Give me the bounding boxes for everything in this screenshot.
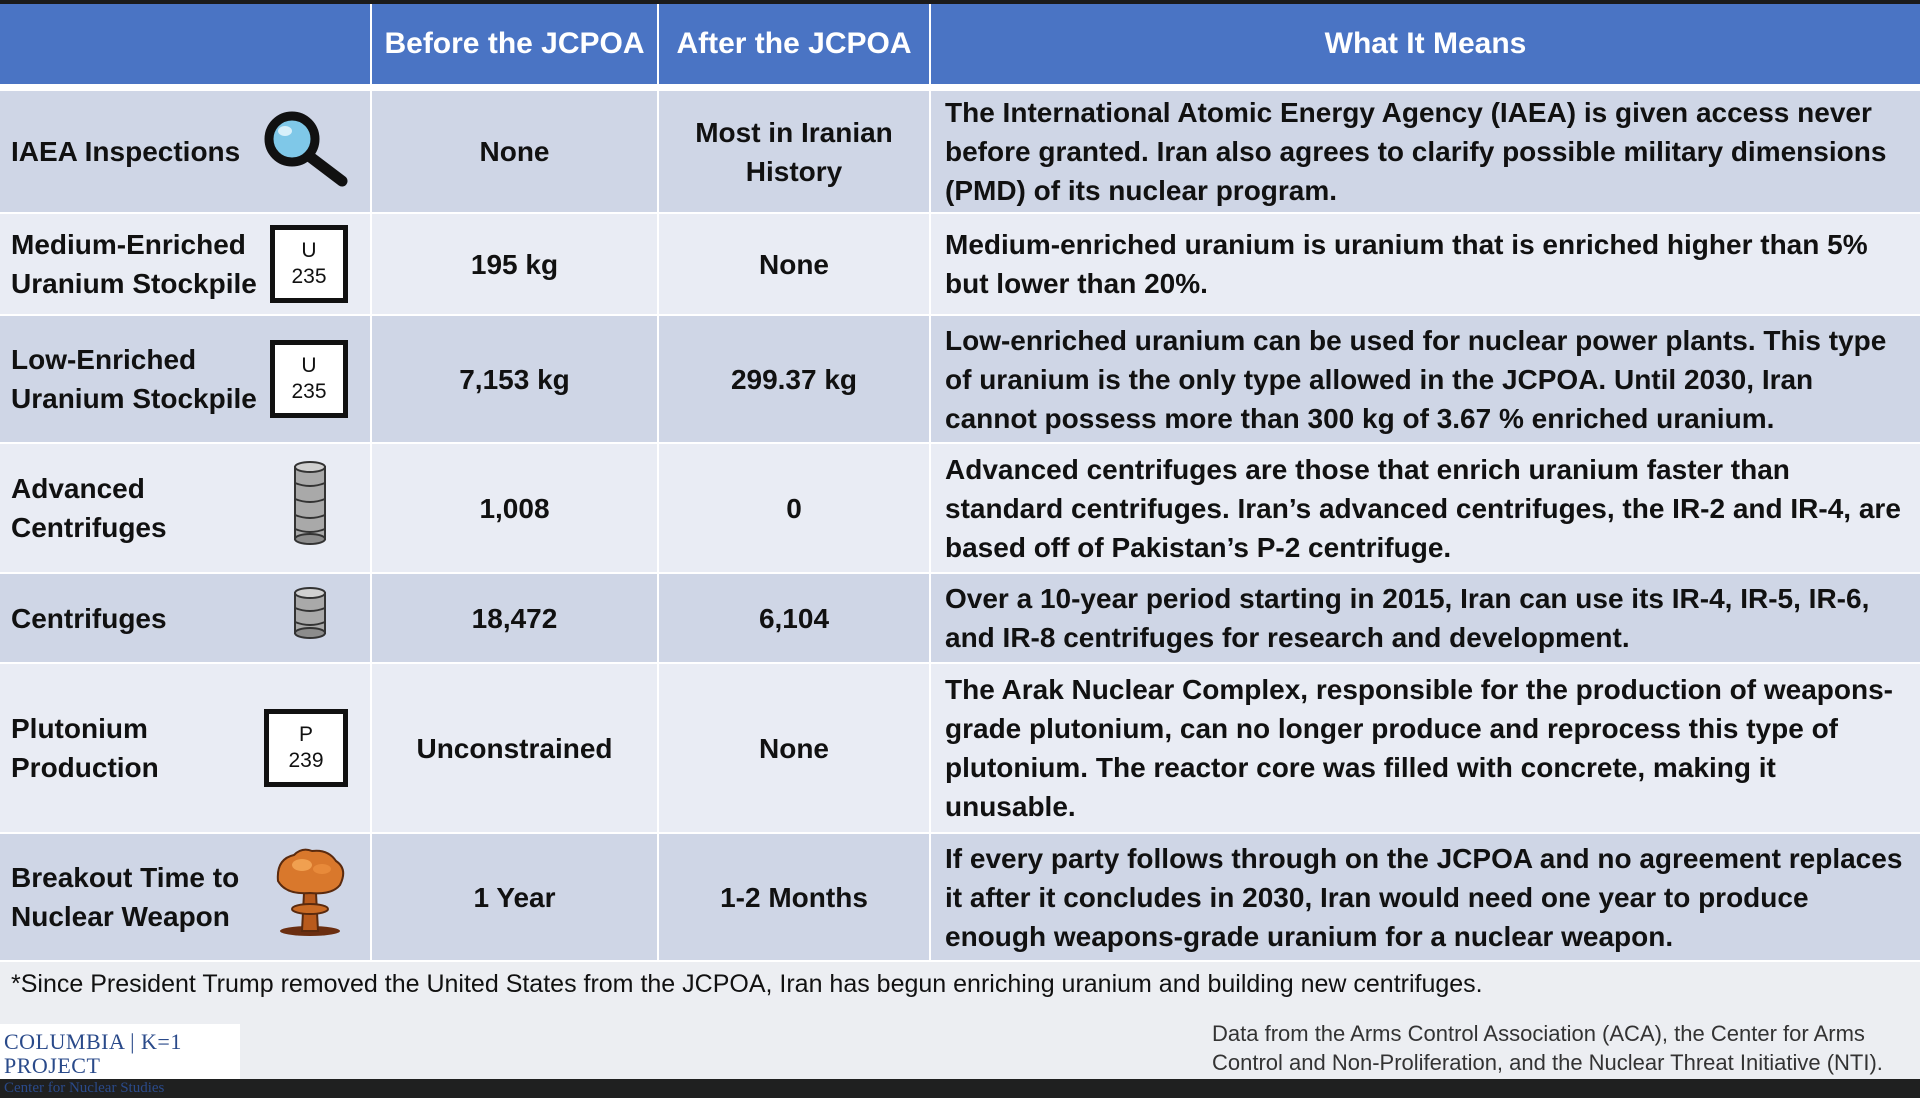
- before-value: 195 kg: [371, 213, 658, 315]
- row-label: Low-Enriched Uranium Stockpile: [11, 344, 257, 414]
- after-value: 6,104: [658, 573, 930, 663]
- before-value: 18,472: [371, 573, 658, 663]
- row-label: Medium-Enriched Uranium Stockpile: [11, 229, 257, 299]
- uranium-element-icon: U 235: [270, 340, 348, 418]
- before-value: 1,008: [371, 443, 658, 573]
- meaning-text: The International Atomic Energy Agency (IAEA) is given access never before granted. Iran also agrees to clarify possible military dimensions (PMD) of its nuclear program.: [930, 91, 1920, 213]
- plutonium-element-icon: P 239: [264, 709, 348, 787]
- magnifying-glass-icon: [262, 109, 348, 195]
- meaning-text: Low-enriched uranium can be used for nuclear power plants. This type of uranium is the only type allowed in the JCPOA. Until 2030, Iran cannot possess more than 300 kg of 3.67 % enriched uranium.: [930, 315, 1920, 443]
- footnote: *Since President Trump removed the United States from the JCPOA, Iran has begun enriching uranium and building new centrifuges.: [11, 970, 1483, 998]
- row-label-cell: [0, 443, 371, 573]
- header-meaning: What It Means: [930, 4, 1920, 84]
- meaning-text: Advanced centrifuges are those that enrich uranium faster than standard centrifuges. Iran’s advanced centrifuges, the IR-2 and IR-4, are based off of Pakistan’s P-2 centrifuge.: [930, 443, 1920, 573]
- row-label-cell: [0, 833, 371, 961]
- header-before: Before the JCPOA: [371, 4, 658, 84]
- columbia-logo: COLUMBIA | K=1 PROJECT Center for Nuclear Studies: [0, 1024, 240, 1079]
- mushroom-cloud-icon: [272, 847, 348, 947]
- after-value: 299.37 kg: [658, 315, 930, 443]
- table-row: [0, 91, 1920, 213]
- after-value: 1-2 Months: [658, 833, 930, 961]
- table-row: [0, 315, 1920, 443]
- after-value: 0: [658, 443, 930, 573]
- header-empty-cell: [0, 4, 371, 84]
- tall-centrifuge-icon: [292, 459, 348, 557]
- data-source-note: Data from the Arms Control Association (ACA), the Center for Arms Control and Non-Proliferation, and the Nuclear Threat Initiative (NTI).: [1212, 1021, 1883, 1075]
- row-label: IAEA Inspections: [11, 136, 241, 167]
- before-value: Unconstrained: [371, 663, 658, 833]
- row-label-cell: [0, 91, 371, 213]
- row-label-cell: [0, 213, 371, 315]
- row-label: Plutonium Production: [11, 713, 159, 783]
- table-row: [0, 573, 1920, 663]
- row-label-cell: [0, 315, 371, 443]
- after-value: None: [658, 663, 930, 833]
- row-label: Centrifuges: [11, 602, 167, 634]
- row-label: Breakout Time to Nuclear Weapon: [11, 862, 240, 932]
- before-value: 7,153 kg: [371, 315, 658, 443]
- meaning-text: Medium-enriched uranium is uranium that is enriched higher than 5% but lower than 20%.: [930, 213, 1920, 315]
- jcpoa-comparison-table: [0, 4, 1920, 962]
- after-value: Most in Iranian History: [658, 91, 930, 213]
- meaning-text: The Arak Nuclear Complex, responsible for the production of weapons-grade plutonium, can no longer produce and reprocess this type of plutonium. The reactor core was filled with concrete, making it unusable.: [930, 663, 1920, 833]
- table-row: [0, 833, 1920, 961]
- meaning-text: If every party follows through on the JCPOA and no agreement replaces it after it concludes in 2030, Iran would need one year to produce enough weapons-grade uranium for a nuclear weapon.: [930, 833, 1920, 961]
- header-after: After the JCPOA: [658, 4, 930, 84]
- table-row: [0, 213, 1920, 315]
- before-value: 1 Year: [371, 833, 658, 961]
- table-header-row: [0, 4, 1920, 84]
- before-value: None: [371, 91, 658, 213]
- short-centrifuge-icon: [292, 586, 348, 650]
- after-value: None: [658, 213, 930, 315]
- row-label-cell: [0, 663, 371, 833]
- meaning-text: Over a 10-year period starting in 2015, Iran can use its IR-4, IR-5, IR-6, and IR-8 centrifuges for research and development.: [930, 573, 1920, 663]
- uranium-element-icon: U 235: [270, 225, 348, 303]
- table-row: [0, 443, 1920, 573]
- row-label-cell: [0, 573, 371, 663]
- row-label: Advanced Centrifuges: [11, 473, 167, 543]
- table-row: [0, 663, 1920, 833]
